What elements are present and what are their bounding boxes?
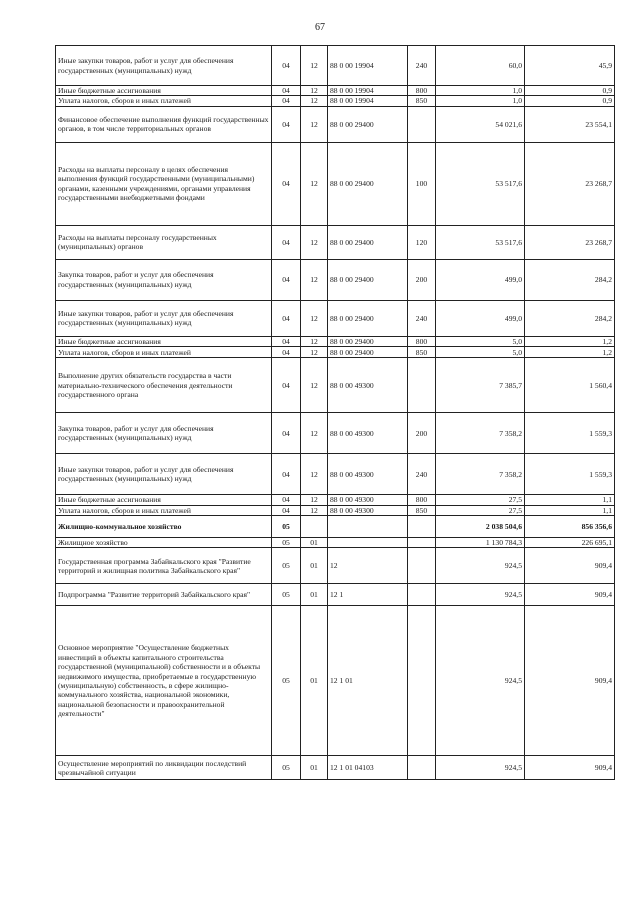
table-body bbox=[56, 46, 615, 780]
row-section: 04 bbox=[272, 96, 301, 106]
row-subsection: 12 bbox=[301, 259, 328, 300]
row-subsection: 12 bbox=[301, 413, 328, 454]
row-amount-actual: 909,4 bbox=[525, 756, 615, 780]
row-name: Выполнение других обязательств государства в части материально-технического обеспечения деятельности государственного органа bbox=[56, 358, 272, 413]
row-target-article: 88 0 00 19904 bbox=[328, 96, 408, 106]
row-name: Иные закупки товаров, работ и услуг для обеспечения государственных (муниципальных) нужд bbox=[56, 300, 272, 336]
row-expense-type bbox=[408, 106, 436, 142]
row-amount-actual: 909,4 bbox=[525, 548, 615, 584]
row-amount-plan: 2 038 504,6 bbox=[436, 516, 525, 538]
row-section: 04 bbox=[272, 86, 301, 96]
row-expense-type bbox=[408, 358, 436, 413]
row-expense-type bbox=[408, 516, 436, 538]
row-section: 05 bbox=[272, 584, 301, 606]
row-target-article: 88 0 00 19904 bbox=[328, 46, 408, 86]
row-name: Уплата налогов, сборов и иных платежей bbox=[56, 347, 272, 358]
row-section: 04 bbox=[272, 505, 301, 515]
table-row bbox=[56, 756, 615, 780]
row-amount-plan: 60,0 bbox=[436, 46, 525, 86]
row-expense-type bbox=[408, 756, 436, 780]
row-amount-actual: 23 268,7 bbox=[525, 225, 615, 259]
row-section: 05 bbox=[272, 548, 301, 584]
row-amount-plan: 1 130 784,3 bbox=[436, 538, 525, 548]
row-subsection: 12 bbox=[301, 96, 328, 106]
row-subsection: 01 bbox=[301, 756, 328, 780]
table-row bbox=[56, 454, 615, 495]
row-name: Иные бюджетные ассигнования bbox=[56, 495, 272, 505]
row-expense-type bbox=[408, 538, 436, 548]
row-amount-actual: 856 356,6 bbox=[525, 516, 615, 538]
row-amount-actual: 1 559,3 bbox=[525, 454, 615, 495]
row-target-article: 88 0 00 49300 bbox=[328, 413, 408, 454]
page-number: 67 bbox=[315, 22, 325, 33]
row-name: Подпрограмма "Развитие территорий Забайкальского края" bbox=[56, 584, 272, 606]
table-row bbox=[56, 516, 615, 538]
row-target-article: 88 0 00 29400 bbox=[328, 225, 408, 259]
row-subsection: 12 bbox=[301, 86, 328, 96]
table-row bbox=[56, 538, 615, 548]
row-amount-plan: 7 358,2 bbox=[436, 413, 525, 454]
row-amount-plan: 54 021,6 bbox=[436, 106, 525, 142]
row-name: Закупка товаров, работ и услуг для обеспечения государственных (муниципальных) нужд bbox=[56, 413, 272, 454]
row-expense-type: 240 bbox=[408, 46, 436, 86]
row-name: Государственная программа Забайкальского края "Развитие территорий и жилищная политика Забайкальского края" bbox=[56, 548, 272, 584]
row-name: Жилищное хозяйство bbox=[56, 538, 272, 548]
row-amount-plan: 924,5 bbox=[436, 548, 525, 584]
row-target-article: 88 0 00 29400 bbox=[328, 259, 408, 300]
row-expense-type: 200 bbox=[408, 413, 436, 454]
row-amount-actual: 23 268,7 bbox=[525, 142, 615, 225]
row-subsection: 12 bbox=[301, 347, 328, 358]
row-expense-type bbox=[408, 584, 436, 606]
row-target-article: 12 1 01 04103 bbox=[328, 756, 408, 780]
row-amount-plan: 499,0 bbox=[436, 259, 525, 300]
table-row bbox=[56, 584, 615, 606]
row-subsection: 01 bbox=[301, 606, 328, 756]
row-expense-type: 850 bbox=[408, 96, 436, 106]
row-amount-actual: 0,9 bbox=[525, 96, 615, 106]
row-name: Иные закупки товаров, работ и услуг для обеспечения государственных (муниципальных) нужд bbox=[56, 454, 272, 495]
row-target-article bbox=[328, 538, 408, 548]
row-section: 04 bbox=[272, 142, 301, 225]
table-row bbox=[56, 548, 615, 584]
row-target-article: 12 bbox=[328, 548, 408, 584]
row-subsection: 01 bbox=[301, 548, 328, 584]
row-section: 04 bbox=[272, 413, 301, 454]
row-expense-type: 850 bbox=[408, 347, 436, 358]
row-expense-type bbox=[408, 606, 436, 756]
row-section: 04 bbox=[272, 46, 301, 86]
row-name: Финансовое обеспечение выполнения функций государственных органов, в том числе территориальных органов bbox=[56, 106, 272, 142]
table-row bbox=[56, 495, 615, 505]
row-section: 04 bbox=[272, 495, 301, 505]
row-target-article: 88 0 00 49300 bbox=[328, 358, 408, 413]
table-row bbox=[56, 300, 615, 336]
row-amount-plan: 53 517,6 bbox=[436, 142, 525, 225]
row-section: 04 bbox=[272, 454, 301, 495]
row-subsection: 01 bbox=[301, 584, 328, 606]
row-section: 05 bbox=[272, 538, 301, 548]
table-row bbox=[56, 46, 615, 86]
row-amount-actual: 1 560,4 bbox=[525, 358, 615, 413]
row-expense-type bbox=[408, 548, 436, 584]
table-row bbox=[56, 336, 615, 346]
row-expense-type: 800 bbox=[408, 495, 436, 505]
row-amount-plan: 924,5 bbox=[436, 756, 525, 780]
row-amount-actual: 23 554,1 bbox=[525, 106, 615, 142]
row-name: Уплата налогов, сборов и иных платежей bbox=[56, 96, 272, 106]
row-expense-type: 120 bbox=[408, 225, 436, 259]
row-expense-type: 240 bbox=[408, 300, 436, 336]
row-subsection: 12 bbox=[301, 142, 328, 225]
row-amount-plan: 7 385,7 bbox=[436, 358, 525, 413]
row-subsection: 12 bbox=[301, 505, 328, 515]
row-expense-type: 800 bbox=[408, 336, 436, 346]
row-name: Жилищно-коммунальное хозяйство bbox=[56, 516, 272, 538]
row-name: Основное мероприятие "Осуществление бюджетных инвестиций в объекты капитального строительства государственной (муниципальной) собственности и в объекты недвижимого имущества, приобретаемые в государственную (муниципальную) собственность, в сфере жилищно-коммунального хозяйства, национальной экономики, национальной безопасности и правоохранительной деятельности" bbox=[56, 606, 272, 756]
row-section: 04 bbox=[272, 358, 301, 413]
row-section: 04 bbox=[272, 300, 301, 336]
row-expense-type: 800 bbox=[408, 86, 436, 96]
row-target-article: 88 0 00 19904 bbox=[328, 86, 408, 96]
table-row bbox=[56, 96, 615, 106]
table-row bbox=[56, 86, 615, 96]
row-subsection bbox=[301, 516, 328, 538]
row-expense-type: 100 bbox=[408, 142, 436, 225]
row-subsection: 12 bbox=[301, 225, 328, 259]
row-expense-type: 850 bbox=[408, 505, 436, 515]
row-target-article: 12 1 01 bbox=[328, 606, 408, 756]
row-amount-actual: 1 559,3 bbox=[525, 413, 615, 454]
table-row bbox=[56, 505, 615, 515]
row-name: Осуществление мероприятий по ликвидации последствий чрезвычайной ситуации bbox=[56, 756, 272, 780]
row-target-article: 88 0 00 49300 bbox=[328, 505, 408, 515]
row-target-article bbox=[328, 516, 408, 538]
row-amount-actual: 284,2 bbox=[525, 300, 615, 336]
row-amount-plan: 499,0 bbox=[436, 300, 525, 336]
row-amount-actual: 1,2 bbox=[525, 347, 615, 358]
row-amount-actual: 1,1 bbox=[525, 505, 615, 515]
row-amount-actual: 909,4 bbox=[525, 606, 615, 756]
row-subsection: 12 bbox=[301, 106, 328, 142]
row-name: Иные бюджетные ассигнования bbox=[56, 336, 272, 346]
table-row bbox=[56, 106, 615, 142]
row-target-article: 88 0 00 49300 bbox=[328, 454, 408, 495]
row-amount-plan: 924,5 bbox=[436, 606, 525, 756]
row-expense-type: 240 bbox=[408, 454, 436, 495]
row-section: 05 bbox=[272, 606, 301, 756]
row-amount-actual: 909,4 bbox=[525, 584, 615, 606]
row-section: 05 bbox=[272, 756, 301, 780]
table-row bbox=[56, 225, 615, 259]
row-subsection: 01 bbox=[301, 538, 328, 548]
row-target-article: 88 0 00 29400 bbox=[328, 142, 408, 225]
row-amount-plan: 1,0 bbox=[436, 96, 525, 106]
table-row bbox=[56, 142, 615, 225]
row-target-article: 88 0 00 29400 bbox=[328, 347, 408, 358]
row-target-article: 12 1 bbox=[328, 584, 408, 606]
table-row bbox=[56, 413, 615, 454]
row-amount-actual: 226 695,1 bbox=[525, 538, 615, 548]
row-subsection: 12 bbox=[301, 454, 328, 495]
row-amount-plan: 5,0 bbox=[436, 347, 525, 358]
row-section: 04 bbox=[272, 259, 301, 300]
row-subsection: 12 bbox=[301, 300, 328, 336]
row-section: 04 bbox=[272, 106, 301, 142]
row-amount-plan: 1,0 bbox=[436, 86, 525, 96]
row-target-article: 88 0 00 29400 bbox=[328, 106, 408, 142]
row-section: 04 bbox=[272, 347, 301, 358]
row-amount-plan: 7 358,2 bbox=[436, 454, 525, 495]
row-target-article: 88 0 00 49300 bbox=[328, 495, 408, 505]
row-subsection: 12 bbox=[301, 336, 328, 346]
row-expense-type: 200 bbox=[408, 259, 436, 300]
row-target-article: 88 0 00 29400 bbox=[328, 300, 408, 336]
row-amount-plan: 924,5 bbox=[436, 584, 525, 606]
row-name: Закупка товаров, работ и услуг для обеспечения государственных (муниципальных) нужд bbox=[56, 259, 272, 300]
row-amount-actual: 45,9 bbox=[525, 46, 615, 86]
row-amount-plan: 5,0 bbox=[436, 336, 525, 346]
row-amount-actual: 284,2 bbox=[525, 259, 615, 300]
row-amount-actual: 0,9 bbox=[525, 86, 615, 96]
row-subsection: 12 bbox=[301, 46, 328, 86]
row-name: Расходы на выплаты персоналу государственных (муниципальных) органов bbox=[56, 225, 272, 259]
row-section: 04 bbox=[272, 225, 301, 259]
row-subsection: 12 bbox=[301, 358, 328, 413]
row-section: 05 bbox=[272, 516, 301, 538]
table-row bbox=[56, 358, 615, 413]
row-name: Расходы на выплаты персоналу в целях обеспечения выполнения функций государственными (муниципальными) органами, казенными учреждениями, органами управления государственными внебюджетными фондами bbox=[56, 142, 272, 225]
row-section: 04 bbox=[272, 336, 301, 346]
table-row bbox=[56, 259, 615, 300]
table-row bbox=[56, 606, 615, 756]
row-name: Уплата налогов, сборов и иных платежей bbox=[56, 505, 272, 515]
row-target-article: 88 0 00 29400 bbox=[328, 336, 408, 346]
row-amount-plan: 27,5 bbox=[436, 505, 525, 515]
row-amount-actual: 1,1 bbox=[525, 495, 615, 505]
budget-table bbox=[55, 45, 615, 780]
row-amount-actual: 1,2 bbox=[525, 336, 615, 346]
row-name: Иные закупки товаров, работ и услуг для обеспечения государственных (муниципальных) нужд bbox=[56, 46, 272, 86]
row-amount-plan: 27,5 bbox=[436, 495, 525, 505]
row-amount-plan: 53 517,6 bbox=[436, 225, 525, 259]
table-row bbox=[56, 347, 615, 358]
row-name: Иные бюджетные ассигнования bbox=[56, 86, 272, 96]
row-subsection: 12 bbox=[301, 495, 328, 505]
